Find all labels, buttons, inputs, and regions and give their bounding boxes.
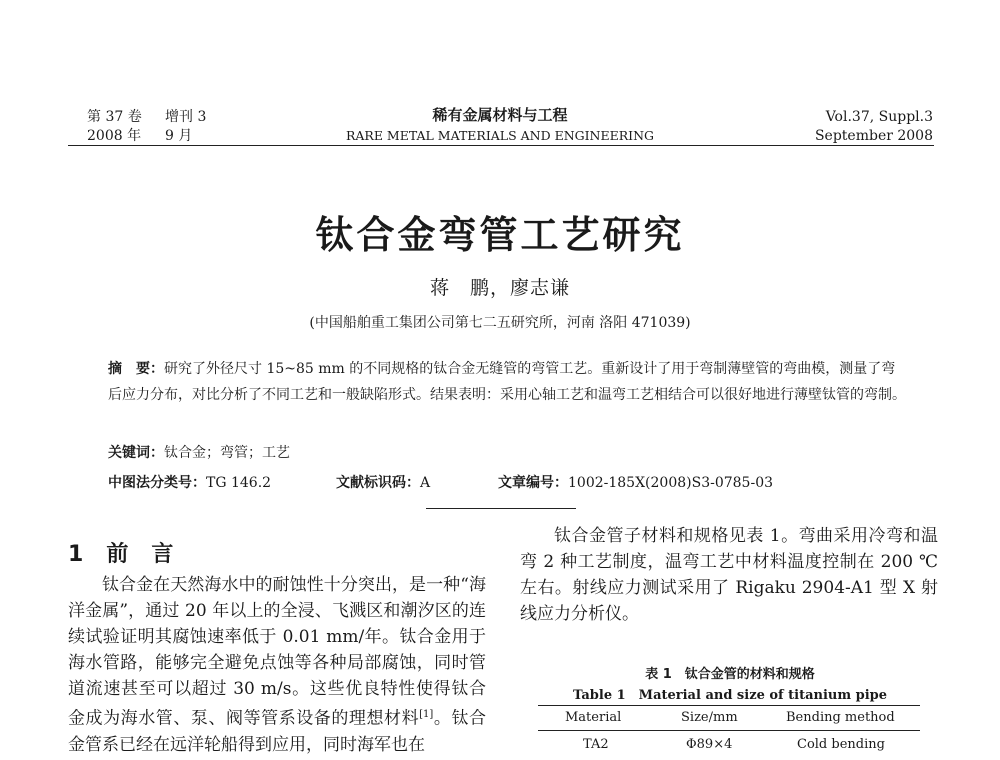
intro-paragraph [68,572,486,758]
clc-number [108,472,271,492]
section-title-b: 言 [151,542,175,567]
table-cell: Φ89×4 [686,737,733,752]
article-number [498,472,773,492]
document-code [336,472,430,492]
month-cn: 9 月 [165,128,193,144]
abstract-label: 摘 要： [108,361,164,377]
doc-label: 文献标识码： [336,475,420,491]
volume-cn: 第 37 卷 [87,109,142,125]
table-header-material: Material [565,710,622,725]
table-caption-en: Table 1 Material and size of titanium pipe [572,688,888,703]
authors: 蒋 鹏，廖志谦 [429,277,570,299]
journal-title-cn: 稀有金属材料与工程 [432,106,568,124]
right-column [520,523,938,627]
date-en: September 2008 [814,128,933,144]
header-rule [68,145,934,146]
abstract [108,356,908,408]
intro-cut-line: 钛合金管系已经在远洋轮船得到应用，同时海军也在 [68,708,487,755]
art-value: 1002-185X(2008)S3-0785-03 [568,475,774,491]
doc-value: A [420,475,431,491]
materials-paragraph: 钛合金管子材料和规格见表 1。弯曲采用冷弯和温弯 2 种工艺制度，温弯工艺中材料温度控制在 200 ℃左右。射线应力测试采用了 Rigaku 2904-A1 型 X 射线应力分析仪。 [520,526,938,624]
table-header-size: Size/mm [681,710,738,725]
left-column [68,572,486,758]
table-header-method: Bending method [786,710,895,725]
intro-text: 钛合金在天然海水中的耐蚀性十分突出，是一种“海洋金属”，通过 20 年以上的全浸、飞溅区和潮汐区的连续试验证明其腐蚀速率低于 0.01 mm/年。钛合金用于海水管路，能够完全避免点蚀等各种局部腐蚀，同时管道流速甚至可以超过 30 m/s。这些优良特性使得钛合金成为海水管、泵、阀等管系设备的理想材料 [68,575,486,729]
volume-en: Vol.37, Suppl.3 [825,109,933,125]
affiliation: (中国船舶重工集团公司第七二五研究所，河南 洛阳 471039) [309,315,691,331]
clc-value: TG 146.2 [206,475,272,491]
citation-ref: [1] [419,709,434,720]
table-header-rule [538,730,920,731]
paper-title: 钛合金弯管工艺研究 [315,213,685,257]
section-heading [68,537,174,568]
table-caption-cn: 表 1 钛合金管的材料和规格 [645,667,815,682]
art-label: 文章编号： [498,475,568,491]
year-cn: 2008 年 [87,128,142,144]
journal-title-en: RARE METAL MATERIALS AND ENGINEERING [345,128,655,143]
abstract-text: 研究了外径尺寸 15~85 mm 的不同规格的钛合金无缝管的弯管工艺。重新设计了用于弯制薄壁管的弯曲模，测量了弯后应力分布，对比分析了不同工艺和一般缺陷形式。结果表明：采用心轴工艺和温弯工艺相结合可以很好地进行薄壁钛管的弯制。 [108,361,906,403]
section-title-a: 前 [106,542,130,567]
intro-tail: 。 [433,708,452,729]
table-cell: TA2 [583,737,609,752]
supplement-cn: 增刊 3 [165,109,207,125]
keywords [108,440,908,466]
keywords-label: 关键词： [108,445,164,461]
table-cell: Cold bending [797,737,885,752]
keywords-text: 钛合金；弯管；工艺 [164,445,290,461]
abstract-separator [426,508,576,509]
clc-label: 中图法分类号： [108,475,206,491]
section-number: 1 [68,542,85,567]
table-top-rule [538,705,920,706]
